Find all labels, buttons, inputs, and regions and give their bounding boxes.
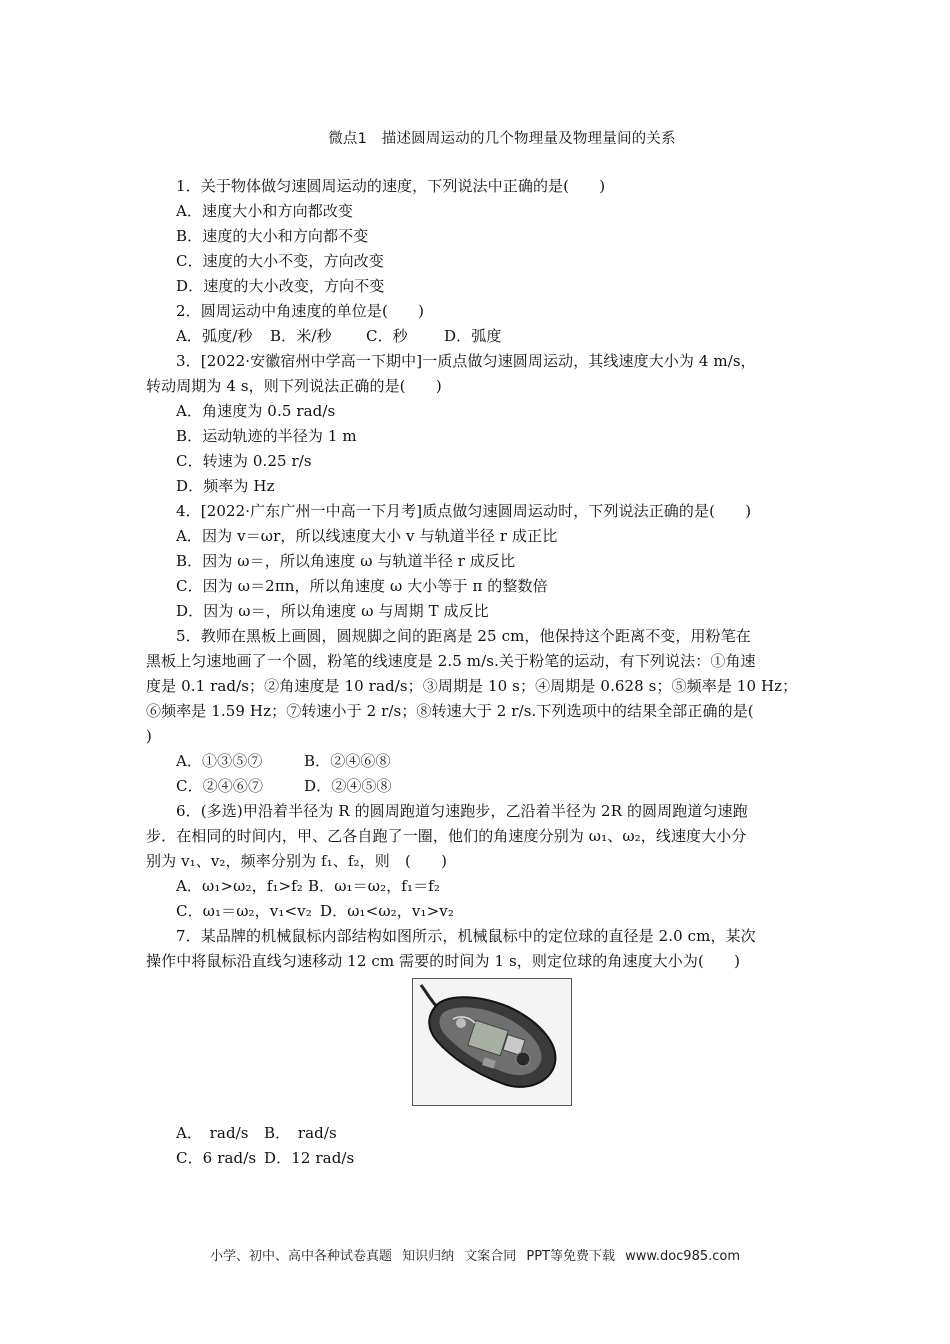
question-6-option-c: C．ω₁＝ω₂，v₁<v₂: [176, 902, 312, 920]
question-2-stem: 2．圆周运动中角速度的单位是( ): [176, 302, 425, 320]
question-3-option-d: D．频率为 Hz: [176, 477, 275, 495]
question-4-option-c: C．因为 ω＝2πn，所以角速度 ω 大小等于 π 的整数倍: [176, 577, 548, 595]
question-1-option-c: C．速度的大小不变，方向改变: [176, 252, 384, 270]
question-2-option-d: D．弧度: [444, 327, 502, 345]
question-2-option-a: A．弧度/秒: [176, 327, 253, 345]
footer-banner: 小学、初中、高中各种试卷真题 知识归纳 文案合同 PPT等免费下载 www.doc985.com: [209, 1249, 741, 1264]
question-6-option-d: D．ω₁<ω₂，v₁>v₂: [320, 902, 454, 920]
question-6-stem-line2: 步．在相同的时间内，甲、乙各自跑了一圈，他们的角速度分别为 ω₁、ω₂，线速度大小分: [146, 827, 747, 845]
question-1-option-a: A．速度大小和方向都改变: [176, 202, 354, 220]
question-6-options-row2: [176, 901, 838, 921]
question-6-stem-line3: 别为 v₁、v₂，频率分别为 f₁、f₂，则 ( ): [146, 852, 448, 870]
question-5-option-b: B．②④⑥⑧: [304, 752, 391, 770]
question-4-option-b: B．因为 ω＝，所以角速度 ω 与轨道半径 r 成反比: [176, 552, 516, 570]
question-4-option-a: A．因为 v＝ωr，所以线速度大小 v 与轨道半径 r 成正比: [176, 527, 558, 545]
question-1-option-d: D．速度的大小改变，方向不变: [176, 277, 385, 295]
question-7-option-d: D．12 rad/s: [264, 1149, 355, 1167]
question-7-option-c: C．6 rad/s: [176, 1149, 257, 1167]
question-5-stem-line1: 5．教师在黑板上画圆，圆规脚之间的距离是 25 cm，他保持这个距离不变，用粉笔在: [176, 627, 751, 645]
question-5-option-a: A．①③⑤⑦: [176, 752, 263, 770]
question-1-option-b: B．速度的大小和方向都不变: [176, 227, 369, 245]
question-3-option-b: B．运动轨迹的半径为 1 m: [176, 427, 357, 445]
question-6-option-b: B．ω₁＝ω₂，f₁＝f₂: [308, 877, 440, 895]
section-title: 微点1 描述圆周运动的几个物理量及物理量间的关系: [328, 131, 676, 147]
question-7-stem-line1: 7．某品牌的机械鼠标内部结构如图所示，机械鼠标中的定位球的直径是 2.0 cm，某次: [176, 927, 756, 945]
question-3-option-a: A．角速度为 0.5 rad/s: [176, 402, 336, 420]
question-5-options-row1: [176, 751, 838, 771]
question-2-option-c: C．秒: [366, 327, 408, 345]
question-2-options: [176, 326, 838, 346]
question-1-stem: 1．关于物体做匀速圆周运动的速度，下列说法中正确的是( ): [176, 177, 606, 195]
question-4-option-d: D．因为 ω＝，所以角速度 ω 与周期 T 成反比: [176, 602, 489, 620]
question-5-options-row2: [176, 776, 838, 796]
question-5-stem-line2: 黑板上匀速地画了一个圆，粉笔的线速度是 2.5 m/s.关于粉笔的运动，有下列说法：①角速: [146, 652, 756, 670]
question-5-stem-line4: ⑥频率是 1.59 Hz；⑦转速小于 2 r/s；⑧转速大于 2 r/s.下列选项中的结果全部正确的是(: [146, 702, 754, 720]
question-2-option-b: B．米/秒: [270, 327, 332, 345]
question-3-stem-line1: 3．[2022·安徽宿州中学高一下期中]一质点做匀速圆周运动，其线速度大小为 4 m/s，: [176, 352, 756, 370]
question-3-stem-line2: 转动周期为 4 s，则下列说法正确的是( ): [146, 377, 442, 395]
question-5-stem-line5: ): [146, 727, 152, 745]
question-6-options-row1: [176, 876, 838, 896]
question-6-option-a: A．ω₁>ω₂，f₁>f₂: [176, 877, 303, 895]
mouse-figure: [412, 978, 572, 1106]
question-7-option-b: B． rad/s: [264, 1124, 337, 1142]
question-4-stem: 4．[2022·广东广州一中高一下月考]质点做匀速圆周运动时，下列说法正确的是( ): [176, 502, 752, 520]
question-7-option-a: A． rad/s: [176, 1124, 249, 1142]
question-7-options-row1: [176, 1123, 838, 1143]
question-5-stem-line3: 度是 0.1 rad/s；②角速度是 10 rad/s；③周期是 10 s；④周期是 0.628 s；⑤频率是 10 Hz；: [146, 677, 798, 695]
question-7-stem-line2: 操作中将鼠标沿直线匀速移动 12 cm 需要的时间为 1 s，则定位球的角速度大小为( ): [146, 952, 741, 970]
question-6-stem-line1: 6．(多选)甲沿着半径为 R 的圆周跑道匀速跑步，乙沿着半径为 2R 的圆周跑道匀速跑: [176, 802, 748, 820]
question-5-option-d: D．②④⑤⑧: [304, 777, 392, 795]
question-3-option-c: C．转速为 0.25 r/s: [176, 452, 312, 470]
question-7-options-row2: [176, 1148, 838, 1168]
question-5-option-c: C．②④⑥⑦: [176, 777, 264, 795]
mouse-illustration: [413, 979, 571, 1105]
